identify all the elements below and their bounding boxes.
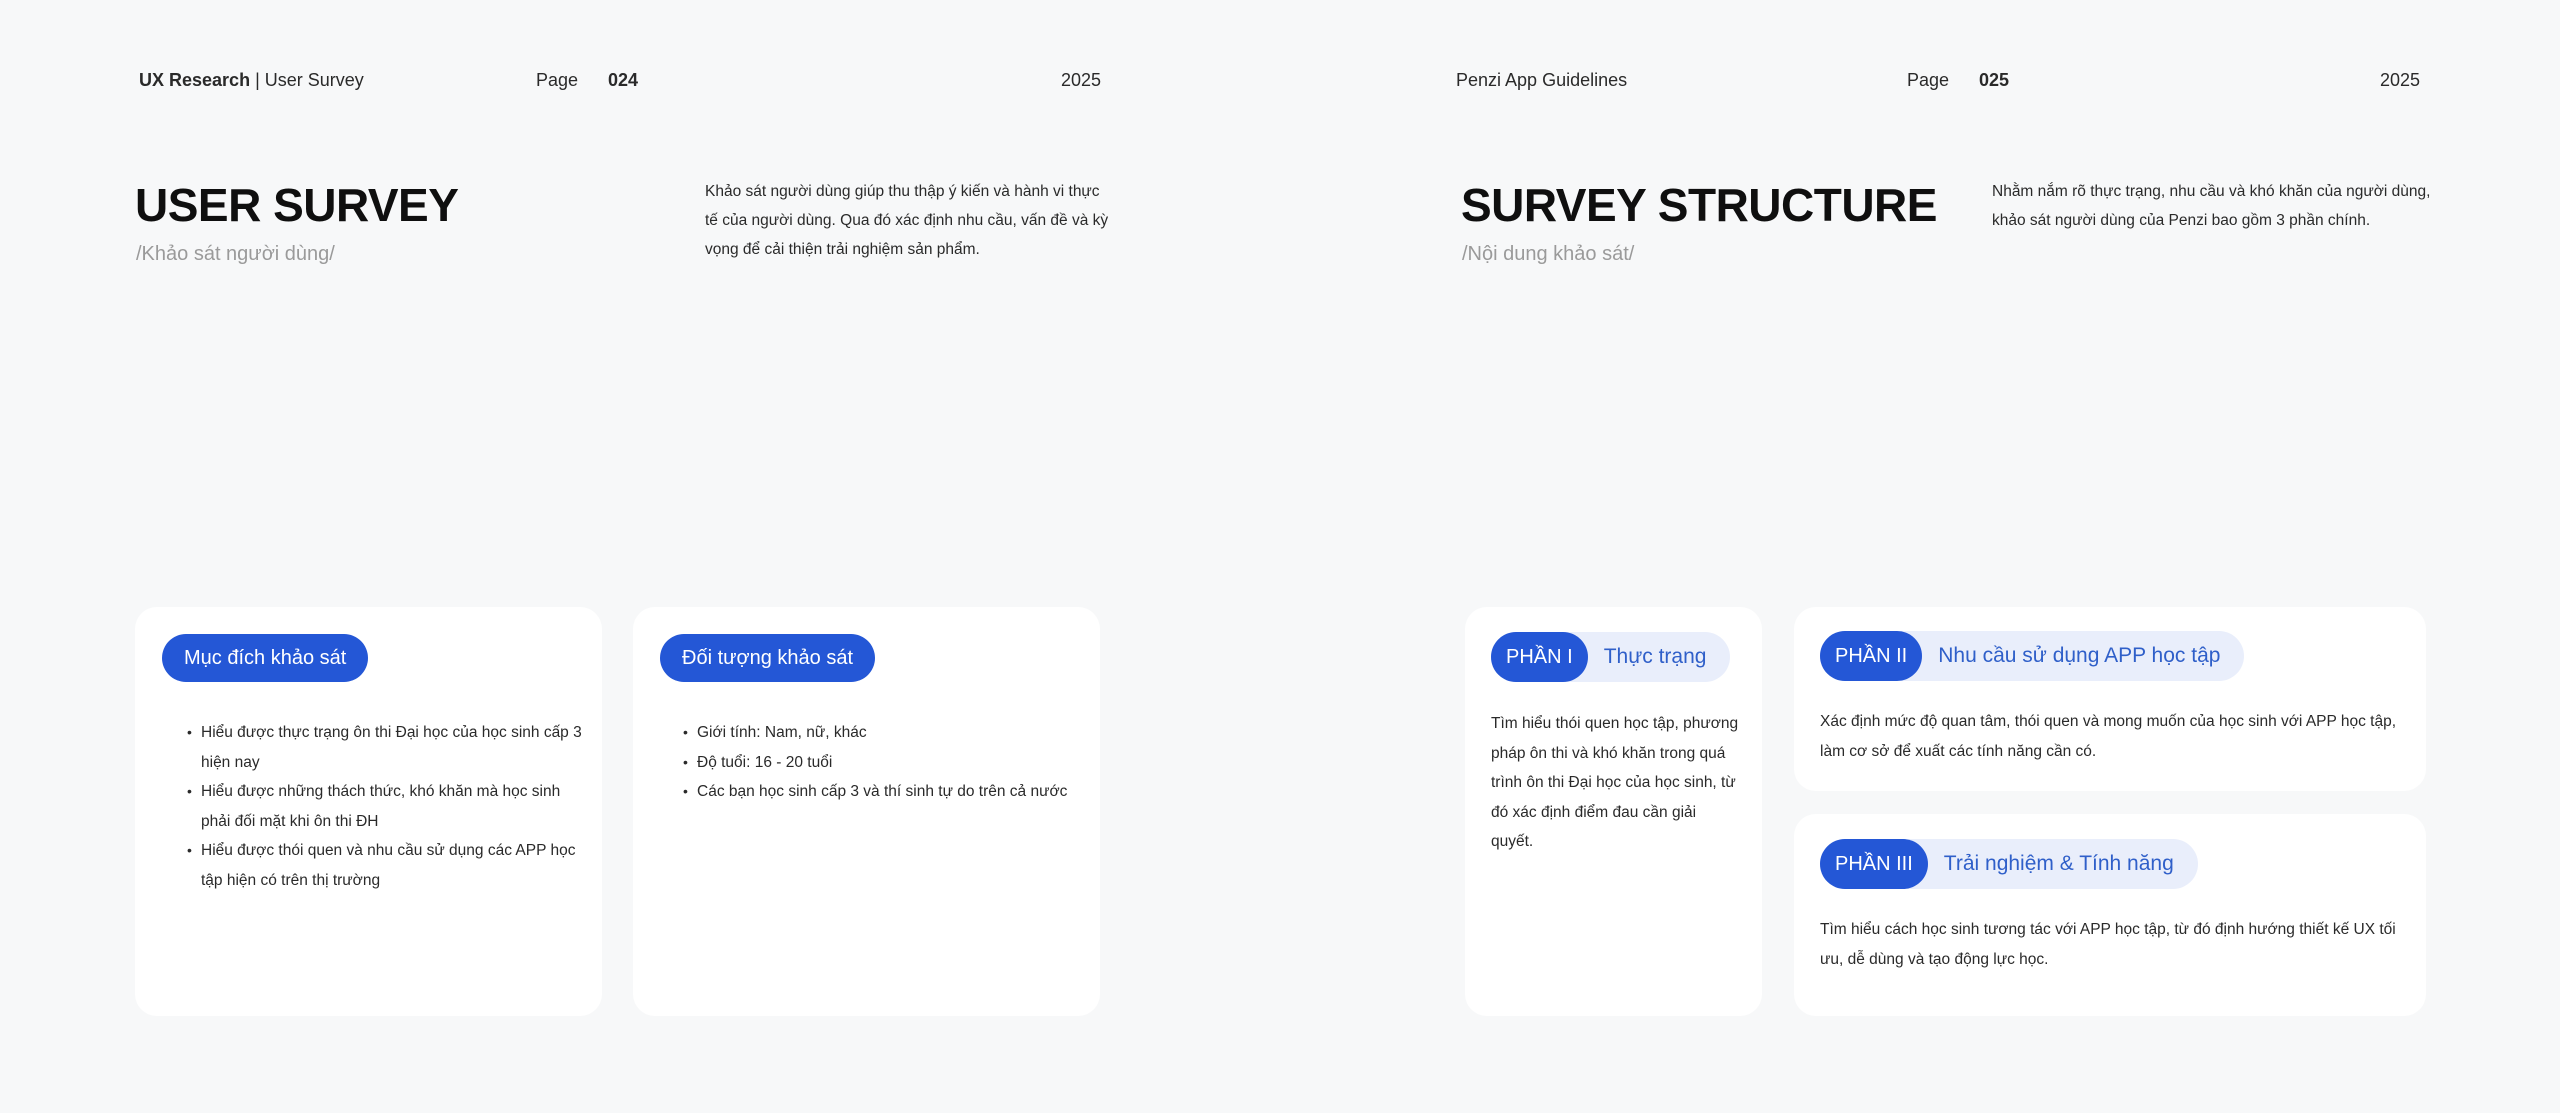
part-3-tag bbox=[1820, 839, 2198, 889]
part-name: Thực trạng bbox=[1603, 645, 1707, 668]
list-item: • Các bạn học sinh cấp 3 và thí sinh tự do trên cả nước bbox=[697, 777, 1097, 807]
purpose-label: Mục đích khảo sát bbox=[162, 634, 368, 682]
intro-text: Khảo sát người dùng giúp thu thập ý kiến và hành vi thực tế của người dùng. Qua đó xác định nhu cầu, vấn đề và kỳ vọng để cải thiện trải nghiệm sản phẩm. bbox=[705, 183, 1109, 258]
list-item: • Giới tính: Nam, nữ, khác bbox=[697, 718, 1097, 748]
header-brand-bold: UX Research bbox=[139, 70, 251, 90]
list-item: • Độ tuổi: 16 - 20 tuổi bbox=[697, 748, 1097, 778]
header-brand-rest: | User Survey bbox=[250, 70, 364, 90]
page-subtitle: /Khảo sát người dùng/ bbox=[136, 243, 335, 265]
list-item: • Hiểu được thói quen và nhu cầu sử dụng các APP học tập hiện có trên thị trường bbox=[201, 836, 586, 895]
part-name: Trải nghiệm & Tính năng bbox=[1943, 852, 2174, 875]
header-year: 2025 bbox=[1061, 70, 1102, 90]
purpose-list bbox=[185, 718, 586, 895]
intro-text: Nhằm nắm rõ thực trạng, nhu cầu và khó khăn của người dùng, khảo sát người dùng của Penzi bao gồm 3 phần chính. bbox=[1992, 183, 2431, 229]
page-label: Page bbox=[536, 70, 579, 90]
audience-list bbox=[681, 718, 1097, 807]
part-name: Nhu cầu sử dụng APP học tập bbox=[1938, 644, 2221, 667]
page-title: SURVEY STRUCTURE bbox=[1461, 179, 1937, 231]
part-description: Tìm hiểu thói quen học tập, phương pháp ôn thi và khó khăn trong quá trình ôn thi Đại học của học sinh, từ đó xác định điểm đau cần giải quyết. bbox=[1491, 715, 1739, 850]
part-number: PHẦN II bbox=[1820, 631, 1922, 681]
page-title: USER SURVEY bbox=[135, 179, 459, 231]
audience-card bbox=[633, 607, 1100, 1016]
part-description: Tìm hiểu cách học sinh tương tác với APP học tập, từ đó định hướng thiết kế UX tối ưu, dễ dùng và tạo động lực học. bbox=[1820, 921, 2396, 968]
list-item: • Hiểu được thực trạng ôn thi Đại học của học sinh cấp 3 hiện nay bbox=[201, 718, 586, 777]
part-1-tag bbox=[1491, 632, 1730, 682]
audience-label: Đối tượng khảo sát bbox=[660, 634, 875, 682]
purpose-card bbox=[135, 607, 602, 1016]
part-number: PHẦN I bbox=[1491, 632, 1588, 682]
part-number: PHẦN III bbox=[1820, 839, 1928, 889]
page-subtitle: /Nội dung khảo sát/ bbox=[1462, 243, 1635, 265]
header-brand bbox=[139, 71, 364, 89]
part-1-card bbox=[1465, 607, 1762, 1016]
part-2-card bbox=[1794, 607, 2426, 791]
part-description: Xác định mức độ quan tâm, thói quen và mong muốn của học sinh với APP học tập, làm cơ sở để xuất các tính năng cần có. bbox=[1820, 713, 2397, 760]
header-brand: Penzi App Guidelines bbox=[1456, 70, 1628, 90]
page-number: 024 bbox=[608, 70, 639, 90]
list-item: • Hiểu được những thách thức, khó khăn mà học sinh phải đối mặt khi ôn thi ĐH bbox=[201, 777, 586, 836]
header-year: 2025 bbox=[2380, 70, 2421, 90]
part-2-tag bbox=[1820, 631, 2244, 681]
part-3-card bbox=[1794, 814, 2426, 1016]
page-number: 025 bbox=[1979, 70, 2010, 90]
page-label: Page bbox=[1907, 70, 1950, 90]
